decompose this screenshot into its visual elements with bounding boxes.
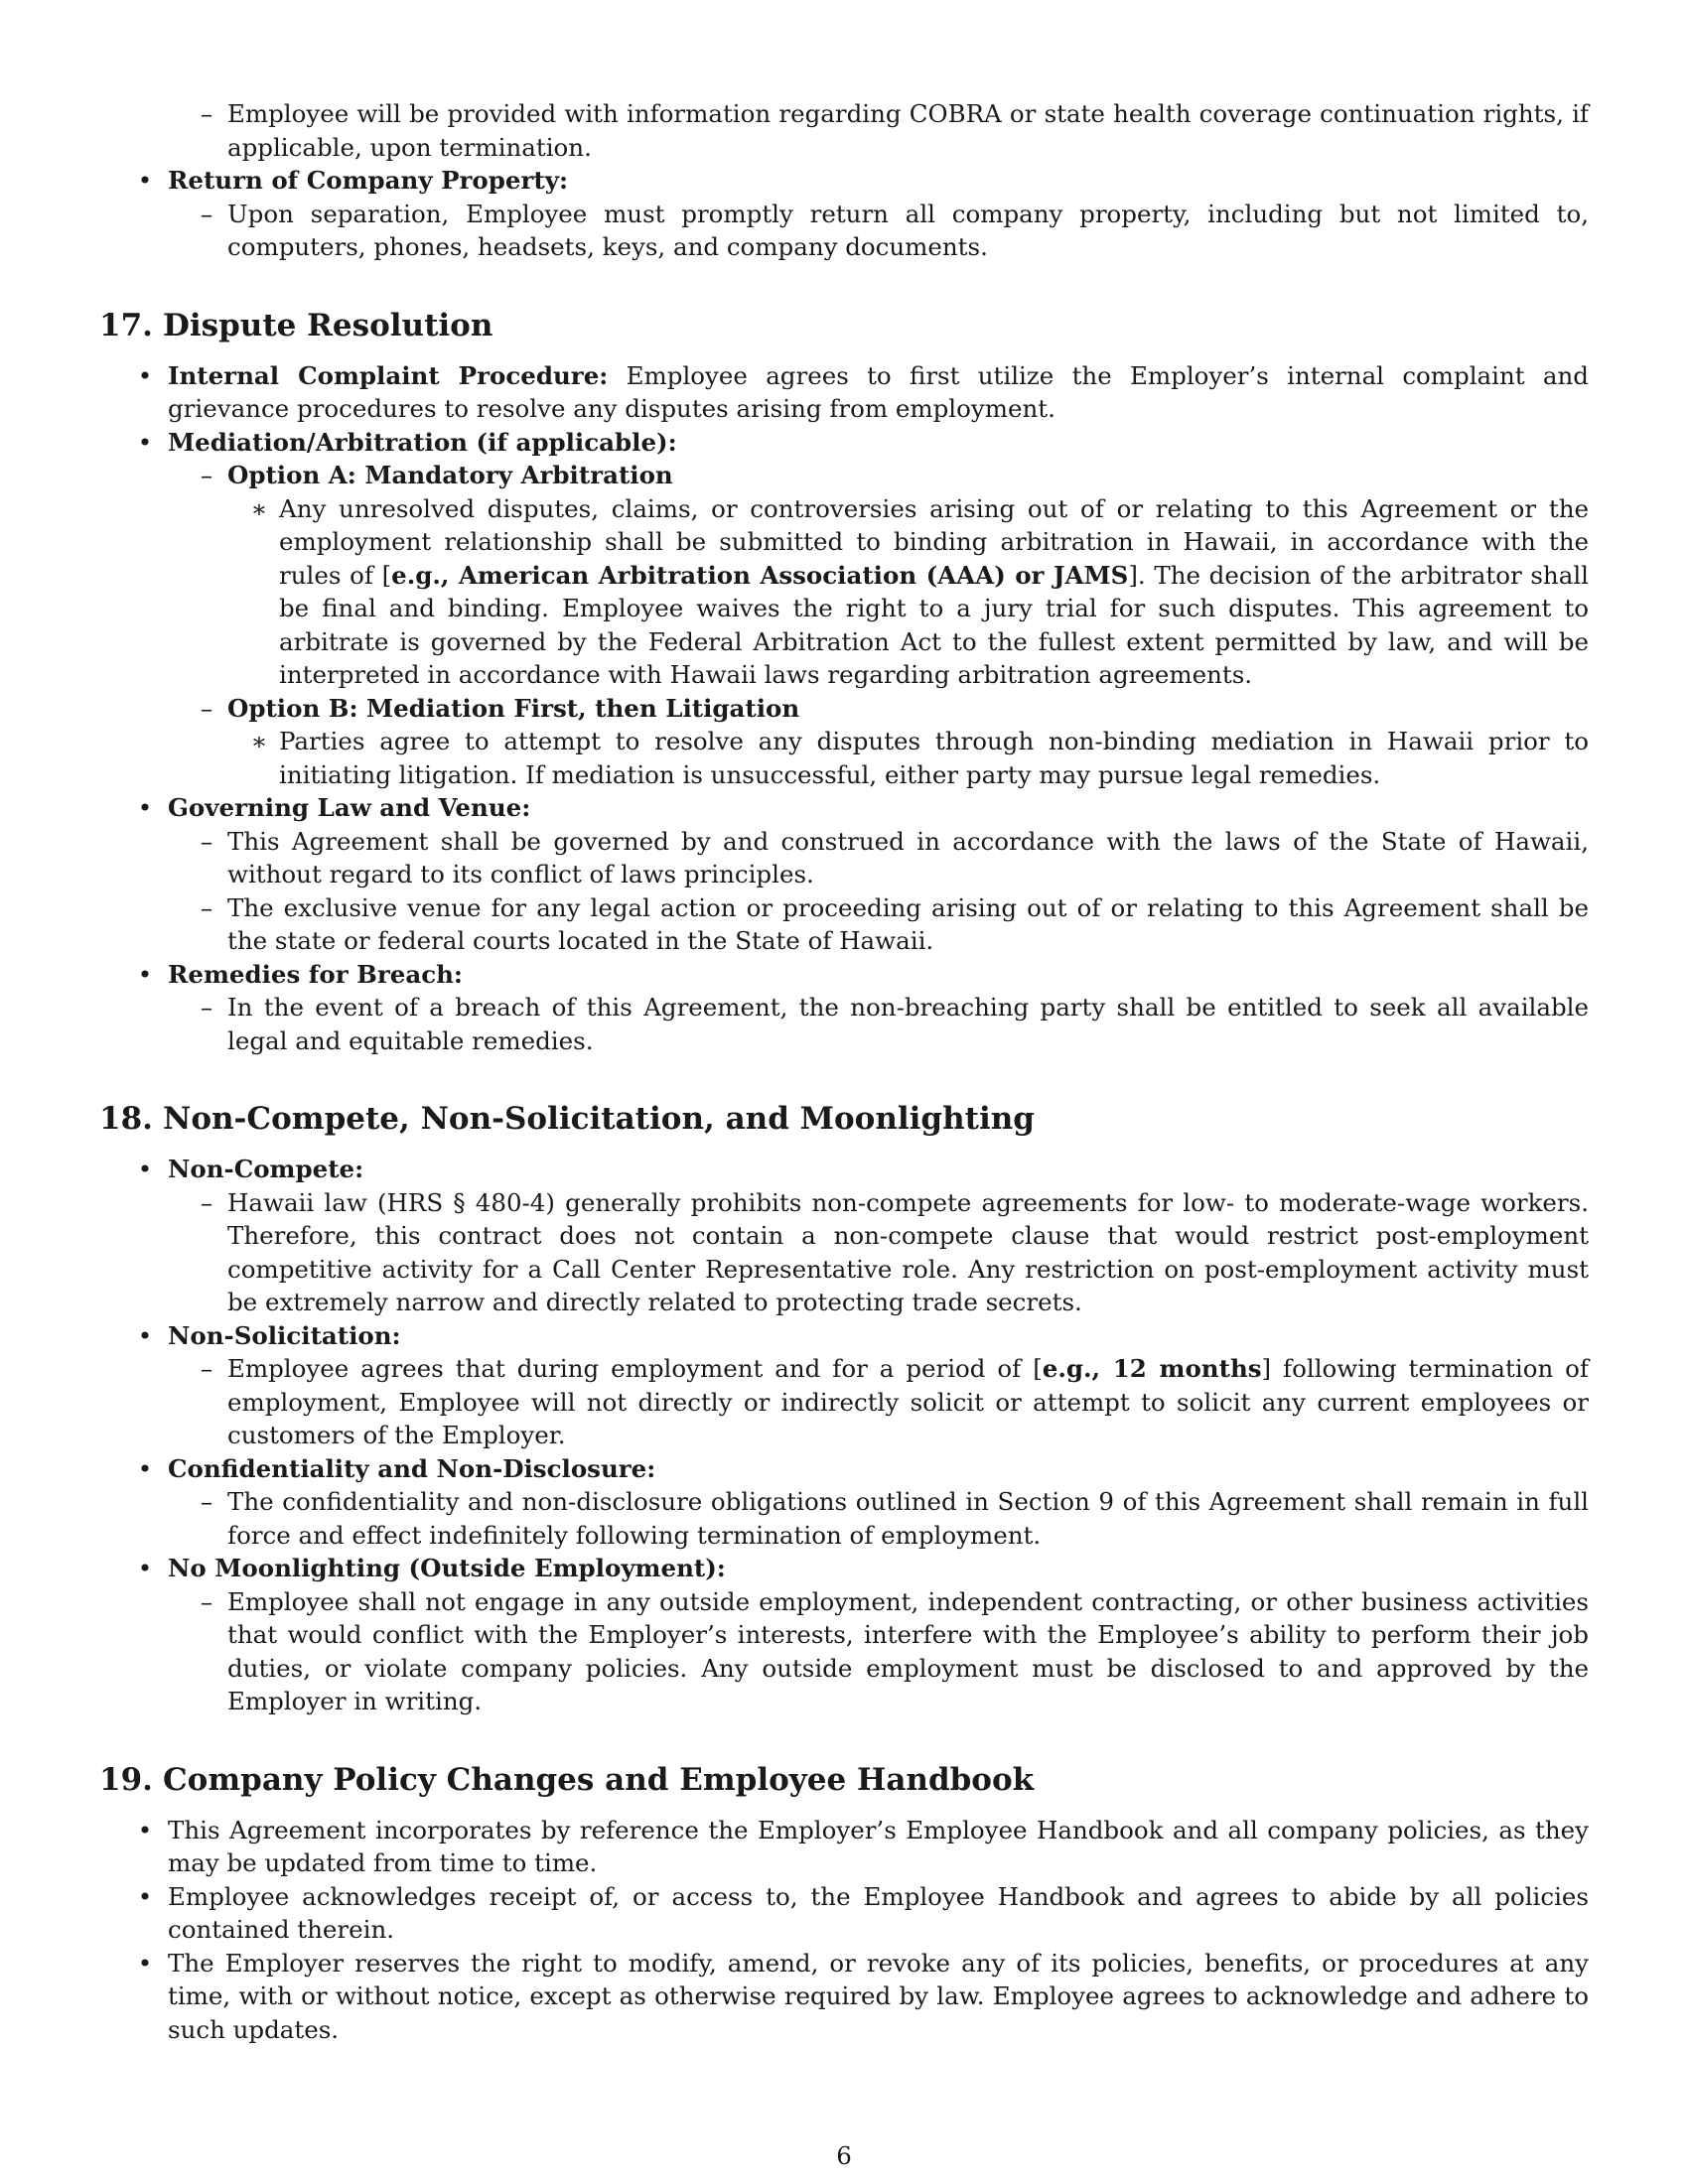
section-19-number: 19.	[99, 1761, 153, 1798]
bullet-marker: •	[137, 360, 153, 390]
nonsolicitation-text-after: ] following termination of employment, Employee will not directly or indirectly solicit or attempt to solicit any current employees or customers of the Employer.	[227, 1354, 1589, 1449]
noncompete-item	[99, 1153, 1589, 1186]
star-marker: ∗	[250, 727, 268, 755]
option-a-text-before: Any unresolved disputes, claims, or controversies arising out of or relating to this Agreement or the employment relationship shall be submitted to binding arbitration in Hawaii, in accordance with the rules of [	[279, 493, 1589, 590]
governing-law-subitem	[99, 825, 1589, 891]
handbook-item-1	[99, 1814, 1589, 1880]
noncompete-text: Hawaii law (HRS § 480-4) generally prohibits non-compete agreements for low- to moderate-wage workers. Therefore, this contract does not contain a non-compete clause that would restrict post-employment competitive activity for a Call Center Representative role. Any restriction on post-employment activity must be extremely narrow and directly related to protecting trade secrets.	[227, 1187, 1589, 1316]
handbook-text-3: The Employer reserves the right to modify, amend, or revoke any of its policies, benefits, or procedures at any time, with or without notice, except as otherwise required by law. Employee agrees to acknowledge and adhere to such updates.	[168, 1948, 1589, 2044]
moonlighting-text: Employee shall not engage in any outside employment, independent contracting, or other business activities that would conflict with the Employer’s interests, interfere with the Employee’s ability to perform their job duties, or violate company policies. Any outside employment must be disclosed to and approved by the Employer in writing.	[227, 1586, 1589, 1715]
venue-subitem	[99, 891, 1589, 958]
remedies-subitem	[99, 991, 1589, 1057]
governing-law-item	[99, 791, 1589, 825]
mediation-item	[99, 426, 1589, 460]
confidentiality-item	[99, 1452, 1589, 1486]
dash-marker: –	[200, 1354, 213, 1383]
confidentiality-text: The confidentiality and non-disclosure obligations outlined in Section 9 of this Agreement shall remain in full force and effect indefinitely following termination of employment.	[227, 1487, 1589, 1550]
internal-complaint-label: Internal Complaint Procedure:	[168, 360, 609, 390]
bullet-marker: •	[137, 1320, 153, 1350]
option-a-item	[99, 459, 1589, 492]
section-18-heading	[99, 1099, 1589, 1139]
property-subitem	[99, 198, 1589, 264]
section-18-number: 18.	[99, 1101, 153, 1137]
nonsolicitation-title: Non-Solicitation:	[168, 1320, 401, 1350]
bullet-marker: •	[137, 959, 153, 989]
governing-law-text: This Agreement shall be governed by and construed in accordance with the laws of the State of Hawaii, without regard to its conflict of laws principles.	[227, 826, 1589, 888]
option-a-title: Option A: Mandatory Arbitration	[227, 461, 673, 489]
option-a-text-item	[99, 492, 1589, 692]
section-17-heading	[99, 306, 1589, 345]
remedies-title: Remedies for Breach:	[168, 959, 463, 989]
cobra-text: Employee will be provided with information regarding COBRA or state health coverage continuation rights, if applicable, upon termination.	[227, 99, 1589, 162]
noncompete-title: Non-Compete:	[168, 1155, 364, 1183]
bullet-marker: •	[137, 793, 153, 822]
dash-marker: –	[200, 199, 213, 228]
section-19-title: Company Policy Changes and Employee Handbook	[163, 1761, 1035, 1798]
dash-marker: –	[200, 892, 213, 922]
moonlighting-title: No Moonlighting (Outside Employment):	[168, 1554, 726, 1582]
internal-complaint-text: Employee agrees to first utilize the Employer’s internal complaint and grievance procedures to resolve any disputes arising from employment.	[168, 360, 1589, 423]
noncompete-subitem	[99, 1186, 1589, 1319]
property-item	[99, 164, 1589, 198]
bullet-marker: •	[137, 1948, 153, 1978]
handbook-text-1: This Agreement incorporates by reference the Employer’s Employee Handbook and all company policies, as they may be updated from time to time.	[168, 1815, 1589, 1877]
nonsolicitation-item	[99, 1319, 1589, 1353]
bullet-marker: •	[137, 1881, 153, 1911]
dash-marker: –	[200, 461, 213, 489]
dash-marker: –	[200, 1586, 213, 1616]
bullet-marker: •	[137, 166, 153, 195]
dash-marker: –	[200, 1487, 213, 1516]
dash-marker: –	[200, 826, 213, 856]
property-title: Return of Company Property:	[168, 166, 568, 195]
confidentiality-subitem	[99, 1485, 1589, 1552]
venue-text: The exclusive venue for any legal action or proceeding arising out of or relating to this Agreement shall be the state or federal courts located in the State of Hawaii.	[227, 892, 1589, 955]
handbook-text-2: Employee acknowledges receipt of, or access to, the Employee Handbook and agrees to abide by all policies contained therein.	[168, 1881, 1589, 1944]
section-17-title: Dispute Resolution	[163, 307, 493, 343]
bullet-marker: •	[137, 1815, 153, 1844]
option-a-placeholder: e.g., American Arbitration Association (AAA) or JAMS	[391, 560, 1129, 590]
bullet-marker: •	[137, 1155, 153, 1183]
dash-marker: –	[200, 99, 213, 128]
nonsolicitation-text-before: Employee agrees that during employment and for a period of [	[227, 1354, 1043, 1383]
moonlighting-subitem	[99, 1585, 1589, 1718]
cobra-item	[99, 97, 1589, 164]
star-marker: ∗	[250, 493, 268, 523]
moonlighting-item	[99, 1552, 1589, 1585]
property-text: Upon separation, Employee must promptly return all company property, including but not limited to, computers, phones, headsets, keys, and company documents.	[227, 199, 1589, 261]
dash-marker: –	[200, 1187, 213, 1217]
option-b-text-item	[99, 725, 1589, 791]
option-b-item	[99, 692, 1589, 726]
option-b-text: Parties agree to attempt to resolve any disputes through non-binding mediation in Hawaii prior to initiating litigation. If mediation is unsuccessful, either party may pursue legal remedies.	[279, 727, 1589, 789]
mediation-title: Mediation/Arbitration (if applicable):	[168, 427, 677, 457]
nonsolicitation-placeholder: e.g., 12 months	[1042, 1354, 1262, 1383]
handbook-item-2	[99, 1880, 1589, 1947]
handbook-item-3	[99, 1947, 1589, 2047]
governing-law-title: Governing Law and Venue:	[168, 793, 531, 822]
dash-marker: –	[200, 993, 213, 1022]
nonsolicitation-subitem	[99, 1352, 1589, 1452]
bullet-marker: •	[137, 427, 153, 457]
remedies-text: In the event of a breach of this Agreement, the non-breaching party shall be entitled to seek all available legal and equitable remedies.	[227, 993, 1589, 1055]
bullet-marker: •	[137, 1453, 153, 1483]
confidentiality-title: Confidentiality and Non-Disclosure:	[168, 1453, 656, 1483]
document-page	[99, 97, 1589, 2046]
bullet-marker: •	[137, 1554, 153, 1582]
option-b-title: Option B: Mediation First, then Litigation	[227, 693, 800, 723]
section-17-number: 17.	[99, 307, 153, 343]
remedies-item	[99, 958, 1589, 992]
section-19-heading	[99, 1760, 1589, 1800]
option-a-text-after: ]. The decision of the arbitrator shall be final and binding. Employee waives the right to a jury trial for such disputes. This agreement to arbitrate is governed by the Federal Arbitration Act to the fullest extent permitted by law, and will be interpreted in accordance with Hawaii laws regarding arbitration agreements.	[279, 560, 1589, 689]
dash-marker: –	[200, 693, 213, 723]
internal-complaint-item	[99, 359, 1589, 426]
page-number: 6	[836, 2141, 852, 2170]
section-18-title: Non-Compete, Non-Solicitation, and Moonlighting	[163, 1101, 1035, 1137]
